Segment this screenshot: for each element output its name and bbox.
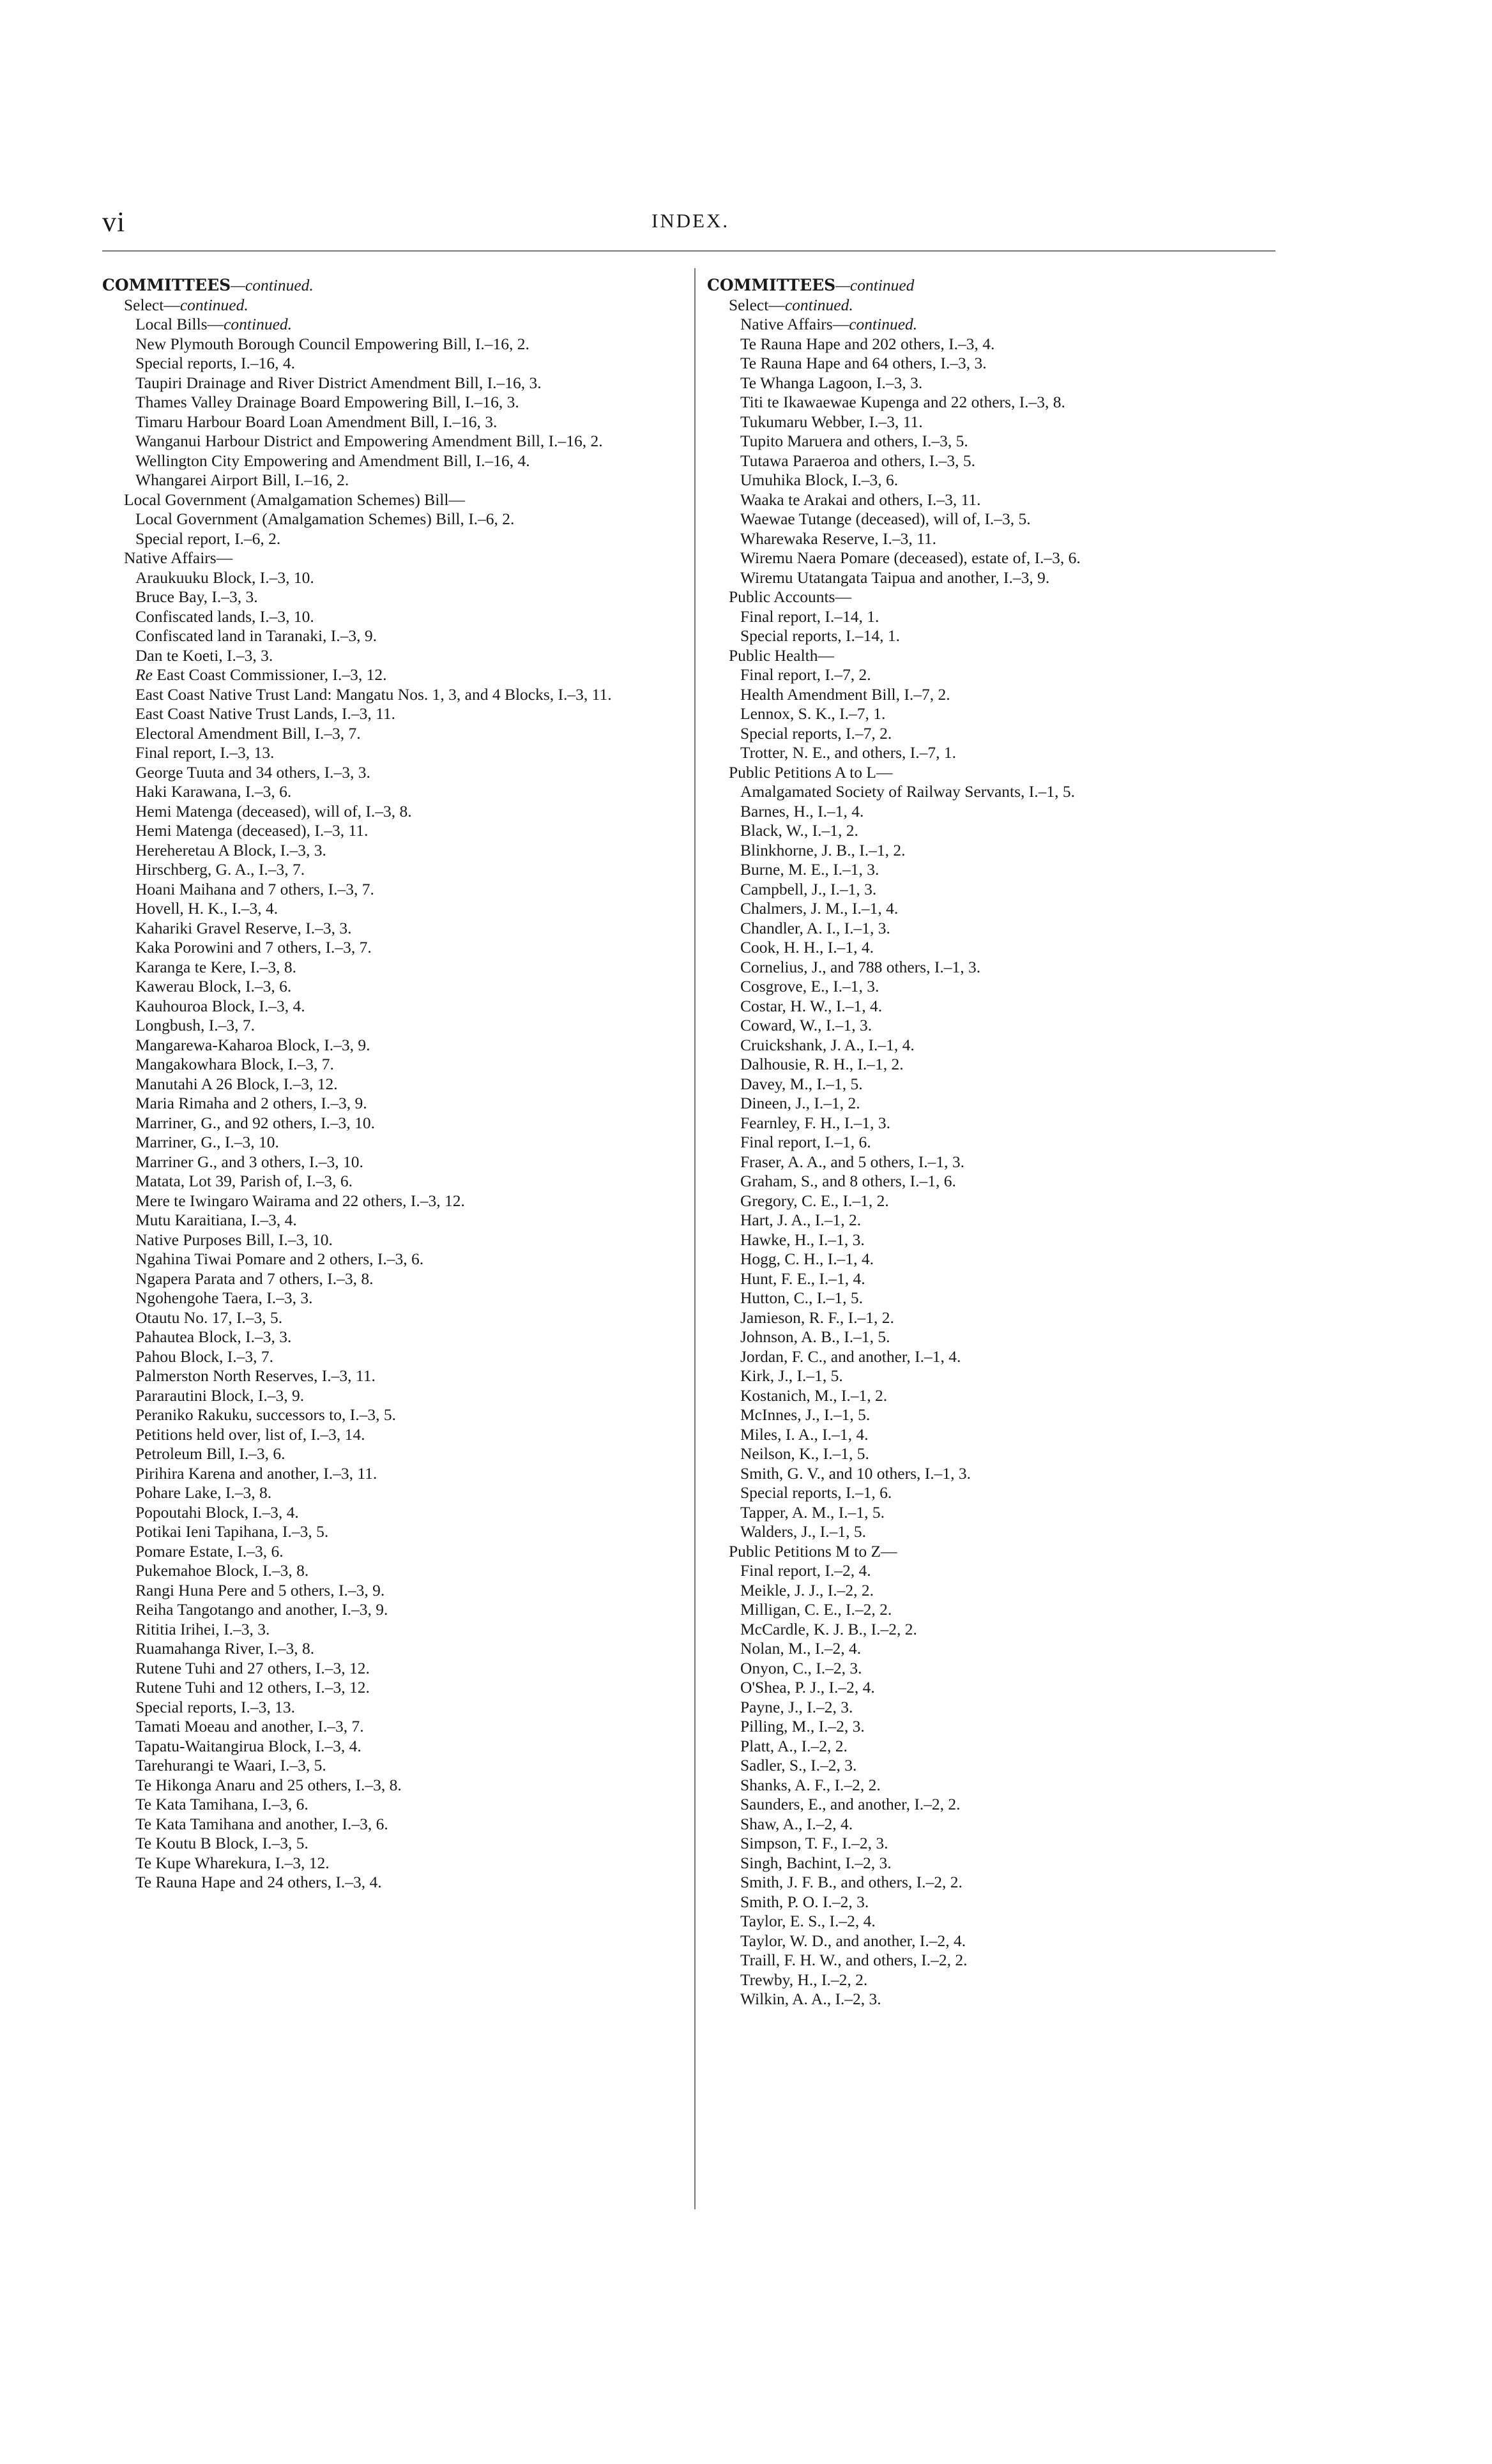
- index-entry: Wilkin, A. A., I.–2, 3.: [740, 1990, 881, 2008]
- petitions-a-to-l-list: [707, 782, 1275, 1542]
- index-entry: Mangarewa-Kaharoa Block, I.–3, 9.: [135, 1035, 370, 1054]
- local-bills-list: [102, 335, 680, 490]
- index-entry: Fraser, A. A., and 5 others, I.–1, 3.: [740, 1152, 964, 1171]
- index-entry: Hereheretau A Block, I.–3, 3.: [135, 840, 326, 859]
- index-entry: Araukuuku Block, I.–3, 10.: [135, 568, 314, 587]
- index-entry: Te Rauna Hape and 64 others, I.–3, 3.: [740, 354, 987, 372]
- index-entry: Marriner G., and 3 others, I.–3, 10.: [135, 1152, 363, 1171]
- running-title: INDEX.: [651, 209, 730, 232]
- local-government-list: [102, 510, 680, 548]
- index-entry: Pahou Block, I.–3, 7.: [135, 1347, 274, 1366]
- index-entry: Kawerau Block, I.–3, 6.: [135, 977, 292, 995]
- index-entry: Shaw, A., I.–2, 4.: [740, 1814, 853, 1833]
- index-entry: Wanganui Harbour District and Empowering Amendment Bill, I.–16, 2.: [135, 432, 603, 450]
- index-entry: Chalmers, J. M., I.–1, 4.: [740, 899, 899, 918]
- subheading-public-health: Public Health—: [729, 646, 835, 665]
- index-entry: Pararautini Block, I.–3, 9.: [135, 1386, 305, 1405]
- index-entry: Maria Rimaha and 2 others, I.–3, 9.: [135, 1094, 367, 1112]
- index-entry: Mere te Iwingaro Wairama and 22 others, I.–3, 12.: [135, 1191, 465, 1210]
- index-entry: Te Koutu B Block, I.–3, 5.: [135, 1834, 308, 1852]
- index-entry: Confiscated land in Taranaki, I.–3, 9.: [135, 626, 377, 645]
- index-entry: Walders, J., I.–1, 5.: [740, 1522, 866, 1541]
- index-entry: Peraniko Rakuku, successors to, I.–3, 5.: [135, 1405, 396, 1424]
- index-entry: Te Rauna Hape and 202 others, I.–3, 4.: [740, 334, 995, 353]
- index-entry: Dineen, J., I.–1, 2.: [740, 1094, 860, 1112]
- index-entry: Special report, I.–6, 2.: [135, 529, 281, 548]
- index-entry: Marriner, G., and 92 others, I.–3, 10.: [135, 1113, 376, 1132]
- index-entry: Umuhika Block, I.–3, 6.: [740, 471, 899, 489]
- index-entry: Gregory, C. E., I.–1, 2.: [740, 1191, 889, 1210]
- index-entry: Titi te Ikawaewae Kupenga and 22 others, I.–3, 8.: [740, 393, 1065, 411]
- index-entry: East Coast Native Trust Lands, I.–3, 11.: [135, 704, 396, 723]
- index-entry: Pomare Estate, I.–3, 6.: [135, 1541, 284, 1561]
- index-entry: Payne, J., I.–2, 3.: [740, 1697, 853, 1716]
- index-entry: Rangi Huna Pere and 5 others, I.–3, 9.: [135, 1580, 385, 1599]
- index-entry: Manutahi A 26 Block, I.–3, 12.: [135, 1074, 338, 1093]
- index-entry: Wellington City Empowering and Amendment Bill, I.–16, 4.: [135, 451, 530, 470]
- native-affairs-list: [102, 568, 680, 1893]
- index-entry: Te Kata Tamihana, I.–3, 6.: [135, 1795, 308, 1813]
- index-entry: Chandler, A. I., I.–1, 3.: [740, 918, 890, 937]
- index-entry: Coward, W., I.–1, 3.: [740, 1016, 872, 1034]
- index-entry: Reiha Tangotango and another, I.–3, 9.: [135, 1600, 388, 1619]
- index-entry: Miles, I. A., I.–1, 4.: [740, 1425, 869, 1444]
- index-entry: Special reports, I.–7, 2.: [740, 723, 892, 743]
- index-entry: Johnson, A. B., I.–1, 5.: [740, 1327, 890, 1346]
- index-entry: Petroleum Bill, I.–3, 6.: [135, 1444, 285, 1463]
- index-entry: Hemi Matenga (deceased), I.–3, 11.: [135, 821, 369, 840]
- index-entry: Onyon, C., I.–2, 3.: [740, 1658, 862, 1677]
- index-entry: Te Rauna Hape and 24 others, I.–3, 4.: [135, 1873, 382, 1891]
- public-health-list: [707, 665, 1275, 763]
- index-entry: Hunt, F. E., I.–1, 4.: [740, 1269, 865, 1288]
- index-entry: Petitions held over, list of, I.–3, 14.: [135, 1425, 365, 1444]
- index-entry: Whangarei Airport Bill, I.–16, 2.: [135, 471, 349, 489]
- index-entry: Costar, H. W., I.–1, 4.: [740, 996, 883, 1015]
- index-entry: Neilson, K., I.–1, 5.: [740, 1444, 869, 1463]
- native-affairs-list: [707, 335, 1275, 588]
- index-entry: Cruickshank, J. A., I.–1, 4.: [740, 1035, 915, 1054]
- index-entry: Trotter, N. E., and others, I.–7, 1.: [740, 743, 956, 762]
- index-entry: Special reports, I.–14, 1.: [740, 626, 900, 645]
- subheading-public-accounts: Public Accounts—: [729, 587, 851, 606]
- index-entry: Local Government (Amalgamation Schemes) Bill, I.–6, 2.: [135, 510, 515, 528]
- index-entry: Jamieson, R. F., I.–1, 2.: [740, 1308, 894, 1327]
- index-entry: George Tuuta and 34 others, I.–3, 3.: [135, 762, 370, 782]
- right-column: [707, 276, 1275, 2009]
- index-entry: Tapper, A. M., I.–1, 5.: [740, 1502, 885, 1522]
- section-heading: COMMITTEES—continued: [707, 276, 915, 294]
- index-entry: Te Kupe Wharekura, I.–3, 12.: [135, 1853, 330, 1872]
- index-entry: O'Shea, P. J., I.–2, 4.: [740, 1678, 875, 1697]
- index-entry: Popoutahi Block, I.–3, 4.: [135, 1502, 299, 1522]
- index-entry: Pukemahoe Block, I.–3, 8.: [135, 1561, 309, 1580]
- header-rule: [102, 250, 1275, 252]
- index-entry: Waaka te Arakai and others, I.–3, 11.: [740, 490, 981, 509]
- index-entry: Traill, F. H. W., and others, I.–2, 2.: [740, 1951, 968, 1969]
- index-entry: Taylor, W. D., and another, I.–2, 4.: [740, 1931, 966, 1950]
- index-entry: Kirk, J., I.–1, 5.: [740, 1366, 843, 1385]
- index-entry: Te Whanga Lagoon, I.–3, 3.: [740, 373, 923, 392]
- subheading-petitions-m-to-z: Public Petitions M to Z—: [729, 1541, 897, 1561]
- index-entry: Jordan, F. C., and another, I.–1, 4.: [740, 1347, 961, 1366]
- index-entry: Rititia Irihei, I.–3, 3.: [135, 1619, 270, 1638]
- index-entry: Burne, M. E., I.–1, 3.: [740, 860, 879, 879]
- index-entry: Barnes, H., I.–1, 4.: [740, 801, 864, 820]
- index-entry: Cosgrove, E., I.–1, 3.: [740, 977, 879, 995]
- index-entry: Kostanich, M., I.–1, 2.: [740, 1386, 888, 1405]
- index-entry: Ngohengohe Taera, I.–3, 3.: [135, 1289, 313, 1307]
- index-entry: Final report, I.–1, 6.: [740, 1133, 871, 1151]
- index-entry: Simpson, T. F., I.–2, 3.: [740, 1834, 888, 1852]
- index-entry: Bruce Bay, I.–3, 3.: [135, 587, 258, 606]
- index-entry: Rutene Tuhi and 27 others, I.–3, 12.: [135, 1658, 370, 1677]
- index-entry: Ngahina Tiwai Pomare and 2 others, I.–3, 6.: [135, 1250, 424, 1268]
- page-number: vi: [102, 206, 126, 238]
- index-entry: Wharewaka Reserve, I.–3, 11.: [740, 529, 937, 548]
- index-entry: Final report, I.–2, 4.: [740, 1561, 871, 1580]
- index-entry: McInnes, J., I.–1, 5.: [740, 1405, 871, 1424]
- index-entry: Hogg, C. H., I.–1, 4.: [740, 1250, 874, 1268]
- index-entry: McCardle, K. J. B., I.–2, 2.: [740, 1619, 917, 1638]
- index-entry: Meikle, J. J., I.–2, 2.: [740, 1580, 874, 1599]
- index-entry: Final report, I.–3, 13.: [135, 743, 275, 762]
- index-entry: Taupiri Drainage and River District Amendment Bill, I.–16, 3.: [135, 373, 542, 392]
- index-entry: Otautu No. 17, I.–3, 5.: [135, 1308, 283, 1327]
- index-entry: Wiremu Utatangata Taipua and another, I.–3, 9.: [740, 568, 1050, 587]
- index-entry: Special reports, I.–3, 13.: [135, 1697, 295, 1716]
- index-entry: Thames Valley Drainage Board Empowering Bill, I.–16, 3.: [135, 393, 519, 411]
- index-entry: Campbell, J., I.–1, 3.: [740, 879, 877, 898]
- subheading-select: Select—continued.: [124, 295, 248, 314]
- index-entry: Special reports, I.–1, 6.: [740, 1483, 892, 1502]
- subheading-local-bills: Local Bills—continued.: [135, 315, 293, 333]
- index-entry: Palmerston North Reserves, I.–3, 11.: [135, 1366, 376, 1385]
- index-entry: Confiscated lands, I.–3, 10.: [135, 607, 314, 626]
- index-entry: Wiremu Naera Pomare (deceased), estate of, I.–3, 6.: [740, 548, 1081, 567]
- index-entry: Re East Coast Commissioner, I.–3, 12.: [135, 665, 387, 684]
- index-entry: Hovell, H. K., I.–3, 4.: [135, 899, 278, 918]
- index-entry: Graham, S., and 8 others, I.–1, 6.: [740, 1172, 956, 1190]
- index-entry: Blinkhorne, J. B., I.–1, 2.: [740, 840, 906, 859]
- index-entry: Rutene Tuhi and 12 others, I.–3, 12.: [135, 1678, 370, 1697]
- subheading-native-affairs: Native Affairs—: [124, 548, 233, 567]
- index-entry: Final report, I.–7, 2.: [740, 665, 871, 684]
- index-entry: Mutu Karaitiana, I.–3, 4.: [135, 1211, 297, 1229]
- index-entry: Milligan, C. E., I.–2, 2.: [740, 1600, 892, 1619]
- index-entry: Matata, Lot 39, Parish of, I.–3, 6.: [135, 1172, 353, 1190]
- index-entry: Electoral Amendment Bill, I.–3, 7.: [135, 723, 361, 743]
- index-entry: Taylor, E. S., I.–2, 4.: [740, 1912, 876, 1930]
- index-entry: Fearnley, F. H., I.–1, 3.: [740, 1113, 890, 1132]
- index-entry: Lennox, S. K., I.–7, 1.: [740, 704, 886, 723]
- public-accounts-list: [707, 607, 1275, 646]
- index-entry: Special reports, I.–16, 4.: [135, 354, 295, 372]
- index-entry: Longbush, I.–3, 7.: [135, 1016, 255, 1034]
- index-entry: Tupito Maruera and others, I.–3, 5.: [740, 432, 968, 450]
- petitions-m-to-z-list: [707, 1561, 1275, 2009]
- index-entry: Pirihira Karena and another, I.–3, 11.: [135, 1463, 377, 1483]
- index-entry: Tutawa Paraeroa and others, I.–3, 5.: [740, 451, 976, 470]
- index-entry: Nolan, M., I.–2, 4.: [740, 1639, 862, 1658]
- index-entry: Kaka Porowini and 7 others, I.–3, 7.: [135, 938, 372, 956]
- index-entry: Cornelius, J., and 788 others, I.–1, 3.: [740, 957, 981, 976]
- index-entry: Marriner, G., I.–3, 10.: [135, 1133, 279, 1151]
- index-entry: Dan te Koeti, I.–3, 3.: [135, 646, 273, 665]
- index-entry: Kauhouroa Block, I.–3, 4.: [135, 996, 305, 1015]
- index-entry: Pilling, M., I.–2, 3.: [740, 1717, 865, 1735]
- index-entry: Trewby, H., I.–2, 2.: [740, 1970, 868, 1989]
- index-entry: Pohare Lake, I.–3, 8.: [135, 1483, 272, 1502]
- index-entry: Tarehurangi te Waari, I.–3, 5.: [135, 1756, 326, 1774]
- index-entry: Saunders, E., and another, I.–2, 2.: [740, 1795, 961, 1813]
- index-entry: Amalgamated Society of Railway Servants, I.–1, 5.: [740, 782, 1076, 801]
- subheading-petitions-a-to-l: Public Petitions A to L—: [729, 762, 893, 782]
- index-entry: Sadler, S., I.–2, 3.: [740, 1756, 857, 1774]
- index-entry: Davey, M., I.–1, 5.: [740, 1074, 863, 1093]
- index-entry: Smith, J. F. B., and others, I.–2, 2.: [740, 1873, 963, 1891]
- index-entry: Potikai Ieni Tapihana, I.–3, 5.: [135, 1522, 329, 1541]
- index-entry: Te Kata Tamihana and another, I.–3, 6.: [135, 1814, 388, 1833]
- section-heading: COMMITTEES—continued.: [102, 276, 314, 294]
- index-entry: Native Purposes Bill, I.–3, 10.: [135, 1230, 333, 1249]
- index-entry: Haki Karawana, I.–3, 6.: [135, 782, 292, 801]
- index-entry: Health Amendment Bill, I.–7, 2.: [740, 684, 950, 704]
- index-entry: Karanga te Kere, I.–3, 8.: [135, 957, 297, 976]
- subheading-native-affairs: Native Affairs—continued.: [740, 315, 918, 333]
- index-entry: Mangakowhara Block, I.–3, 7.: [135, 1055, 334, 1073]
- index-entry: Tamati Moeau and another, I.–3, 7.: [135, 1717, 364, 1735]
- index-entry: Singh, Bachint, I.–2, 3.: [740, 1853, 892, 1872]
- index-entry: Waewae Tutange (deceased), will of, I.–3, 5.: [740, 510, 1031, 528]
- index-entry: Smith, G. V., and 10 others, I.–1, 3.: [740, 1463, 971, 1483]
- re-prefix: Re: [135, 665, 157, 684]
- index-entry: Pahautea Block, I.–3, 3.: [135, 1327, 292, 1346]
- index-entry: Final report, I.–14, 1.: [740, 607, 879, 626]
- column-divider: [694, 268, 696, 2209]
- index-entry: Timaru Harbour Board Loan Amendment Bill, I.–16, 3.: [135, 412, 498, 431]
- index-entry: Cook, H. H., I.–1, 4.: [740, 938, 874, 956]
- index-entry: Dalhousie, R. H., I.–1, 2.: [740, 1055, 904, 1073]
- index-entry: Hoani Maihana and 7 others, I.–3, 7.: [135, 879, 374, 898]
- subheading-select: Select—continued.: [729, 295, 853, 314]
- index-entry: Smith, P. O. I.–2, 3.: [740, 1892, 869, 1911]
- index-entry: Hart, J. A., I.–1, 2.: [740, 1211, 862, 1229]
- index-entry: Tukumaru Webber, I.–3, 11.: [740, 412, 923, 431]
- index-entry: Black, W., I.–1, 2.: [740, 821, 858, 840]
- index-entry: New Plymouth Borough Council Empowering Bill, I.–16, 2.: [135, 334, 529, 353]
- index-entry: Ruamahanga River, I.–3, 8.: [135, 1639, 315, 1658]
- subheading-local-government: Local Government (Amalgamation Schemes) Bill—: [124, 490, 465, 509]
- index-entry: Platt, A., I.–2, 2.: [740, 1736, 848, 1755]
- index-entry: Hawke, H., I.–1, 3.: [740, 1230, 865, 1249]
- index-entry: Hemi Matenga (deceased), will of, I.–3, 8.: [135, 801, 412, 820]
- index-entry: Tapatu-Waitangirua Block, I.–3, 4.: [135, 1736, 362, 1755]
- index-entry: Te Hikonga Anaru and 25 others, I.–3, 8.: [135, 1775, 402, 1794]
- left-column: [102, 276, 680, 1893]
- index-entry: Hirschberg, G. A., I.–3, 7.: [135, 860, 305, 879]
- index-entry: Kahariki Gravel Reserve, I.–3, 3.: [135, 918, 352, 937]
- index-entry: East Coast Native Trust Land: Mangatu Nos. 1, 3, and 4 Blocks, I.–3, 11.: [135, 684, 612, 704]
- index-entry: Hutton, C., I.–1, 5.: [740, 1289, 863, 1307]
- index-entry: Ngapera Parata and 7 others, I.–3, 8.: [135, 1269, 374, 1288]
- index-entry: Shanks, A. F., I.–2, 2.: [740, 1775, 881, 1794]
